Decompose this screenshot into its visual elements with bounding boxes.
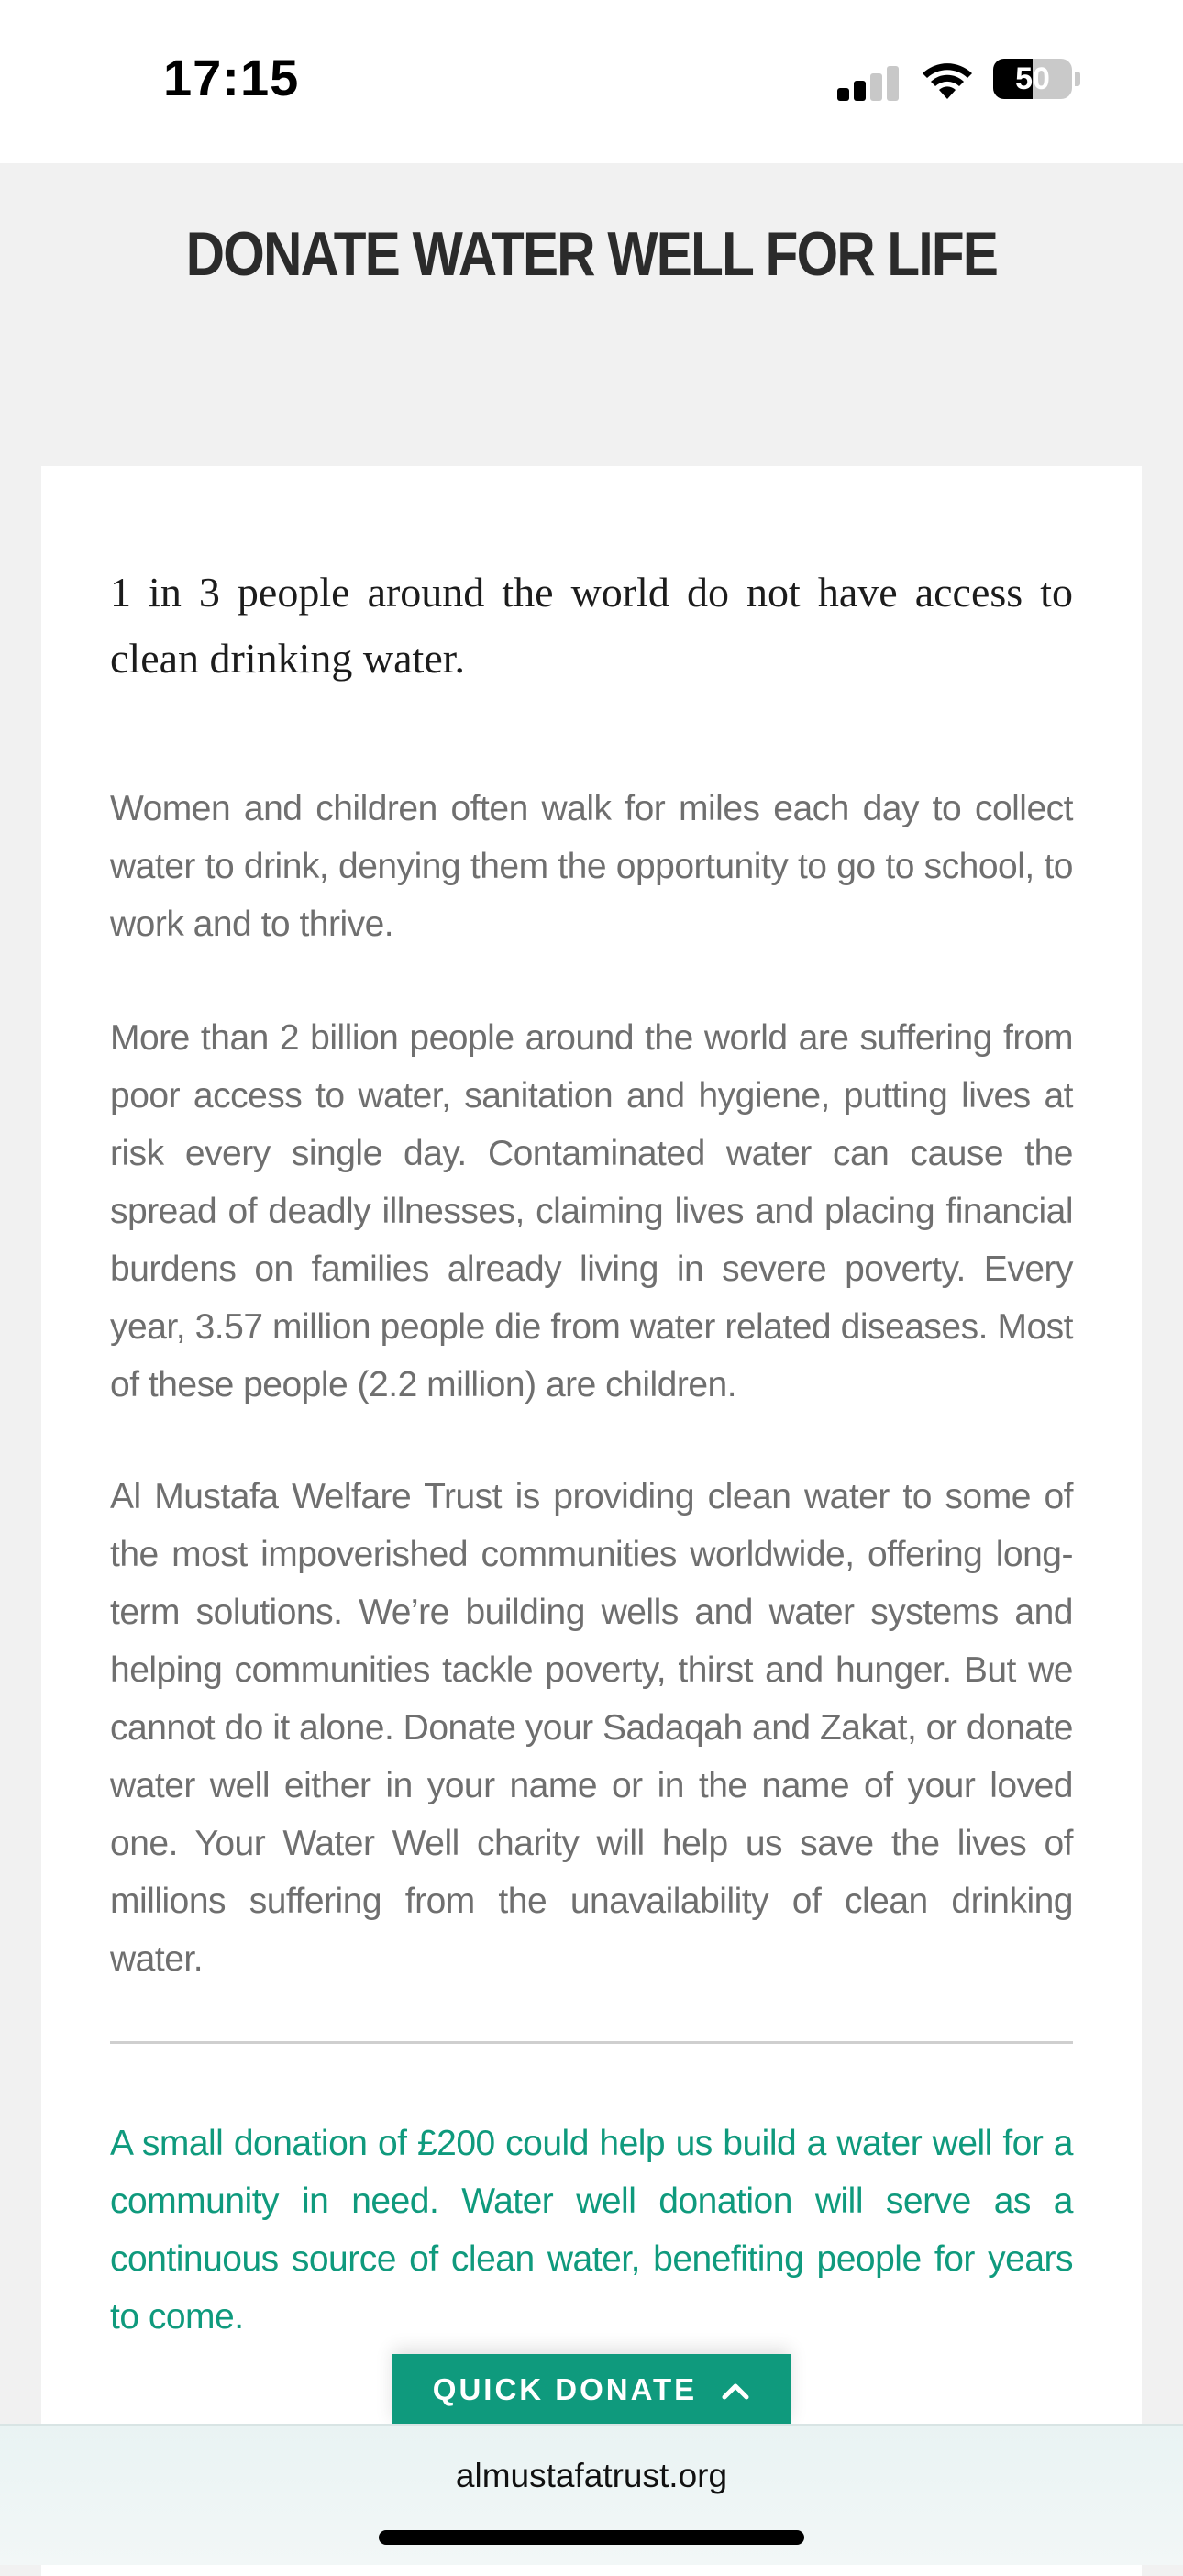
cellular-signal-icon (837, 64, 901, 101)
chevron-up-icon (721, 2380, 750, 2400)
url-text[interactable]: almustafatrust.org (455, 2457, 728, 2494)
wifi-icon (920, 59, 975, 101)
donation-highlight: A small donation of £200 could help us build a water well for a community in need. Water well donation will serve as a continuous source of clean water, benefiting people for years to come. (110, 2124, 1073, 2337)
home-indicator[interactable] (379, 2530, 804, 2545)
section-divider (110, 2041, 1073, 2044)
battery-icon (993, 59, 1072, 99)
status-time: 17:15 (163, 49, 300, 106)
quick-donate-button[interactable] (392, 2354, 791, 2426)
page-title: DONATE WATER WELL FOR LIFE (185, 219, 998, 289)
quick-donate-label: QUICK DONATE (432, 2372, 698, 2406)
status-bar (0, 0, 1183, 163)
battery-cap (1075, 72, 1080, 86)
paragraph-women-children: Women and children often walk for miles each day to collect water to drink, denying them the opportunity to go to school, to work and to thrive. (110, 789, 1073, 944)
lead-statement: 1 in 3 people around the world do not have access to clean drinking water. (110, 569, 1073, 682)
paragraph-water-crisis: More than 2 billion people around the world are suffering from poor access to water, sanitation and hygiene, putting lives at risk every single day. Contaminated water can cause the spread of deadly illnesses, claiming lives and placing financial burdens on families already living in severe poverty. Every year, 3.57 million people die from water related diseases. Most of these people (2.2 million) are children. (110, 1018, 1073, 1405)
paragraph-trust-mission: Al Mustafa Welfare Trust is providing clean water to some of the most impoverished communities worldwide, offering long-term solutions. We’re building wells and water systems and helping communities tackle poverty, thirst and hunger. But we cannot do it alone. Donate your Sadaqah and Zakat, or donate water well either in your name or in the name of your loved one. Your Water Well charity will help us save the lives of millions suffering from the unavailability of clean drinking water. (110, 1477, 1073, 1979)
battery-level: 50 (1015, 61, 1050, 96)
